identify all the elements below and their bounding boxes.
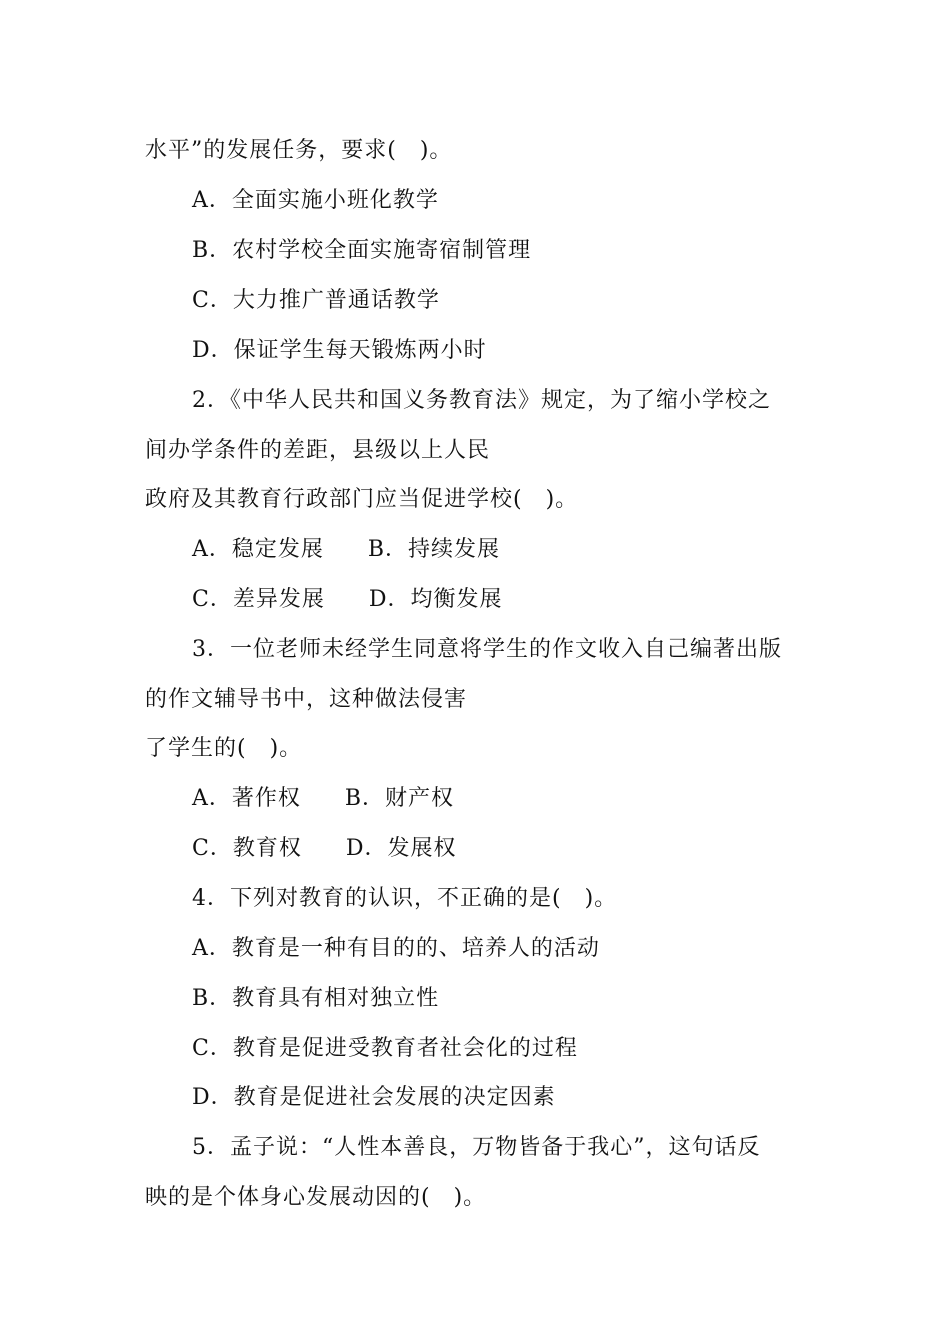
option-b: B．农村学校全面实施寄宿制管理 — [192, 238, 532, 263]
option-row — [192, 535, 500, 565]
option-a: A．著作权 — [192, 786, 301, 811]
option-row — [192, 834, 456, 864]
option-b: B．财产权 — [344, 786, 455, 811]
option-a: A．稳定发展 — [192, 537, 324, 562]
question-5: 5．孟子说：“人性本善良，万物皆备于我心”，这句话反 — [192, 1135, 761, 1160]
option-c: C．大力推广普通话教学 — [192, 288, 440, 313]
option-a: A．教育是一种有目的的、培养人的活动 — [192, 936, 600, 961]
question-5-continued: 映的是个体身心发展动因的( )。 — [145, 1185, 487, 1210]
question-3-continued: 了学生的( )。 — [145, 736, 303, 761]
option-c: C．教育权 — [192, 836, 302, 861]
option-d: D．教育是促进社会发展的决定因素 — [192, 1085, 556, 1110]
option-row — [192, 585, 502, 615]
question-3-continued: 的作文辅导书中，这种做法侵害 — [145, 687, 468, 712]
text-line: 水平”的发展任务，要求( )。 — [145, 138, 453, 163]
question-2: 2．《中华人民共和国义务教育法》规定，为了缩小学校之 — [192, 388, 771, 413]
option-d: D．均衡发展 — [368, 587, 503, 612]
option-row — [192, 784, 454, 814]
option-b: B．教育具有相对独立性 — [192, 986, 440, 1011]
option-b: B．持续发展 — [367, 537, 501, 562]
question-4: 4．下列对教育的认识，不正确的是( )。 — [192, 886, 618, 911]
option-c: C．差异发展 — [192, 587, 325, 612]
option-d: D．保证学生每天锻炼两小时 — [192, 338, 487, 363]
option-a: A．全面实施小班化教学 — [192, 188, 439, 213]
option-c: C．教育是促进受教育者社会化的过程 — [192, 1036, 578, 1061]
question-3: 3．一位老师未经学生同意将学生的作文收入自己编著出版 — [192, 637, 782, 662]
option-d: D．发展权 — [345, 836, 457, 861]
question-2-continued: 间办学条件的差距，县级以上人民 — [145, 438, 491, 463]
question-2-continued: 政府及其教育行政部门应当促进学校( )。 — [145, 487, 579, 512]
